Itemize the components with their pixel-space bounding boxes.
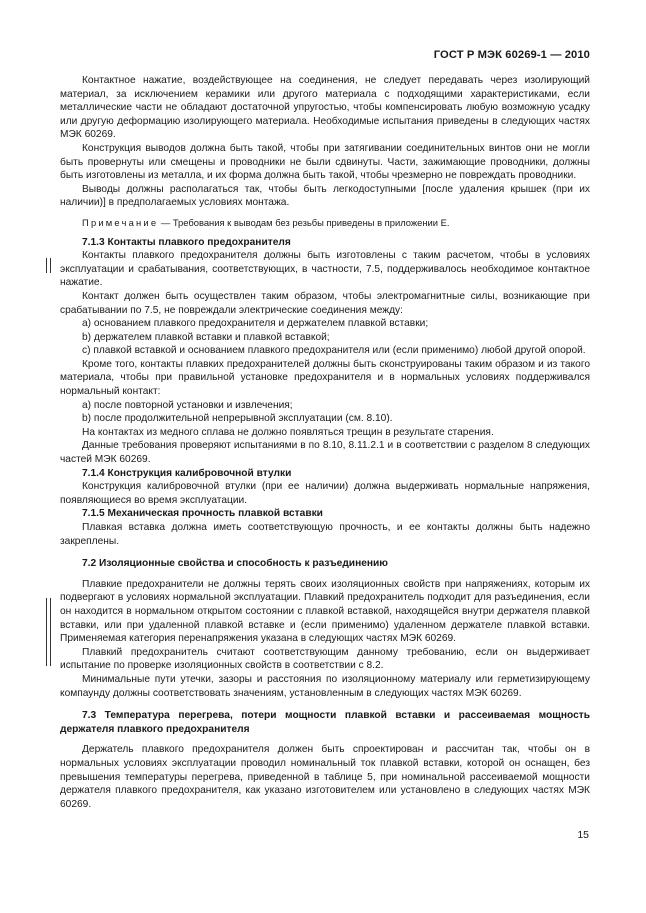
paragraph: Контакты плавкого предохранителя должны быть изготовлены с таким расчетом, чтобы в условиях эксплуатации и срабатывания, соответствующих, в частности, 7.5, поддерживалось необходимое контактное нажатие.: [60, 250, 590, 289]
paragraph: Выводы должны располагаться так, чтобы быть легкодоступными [после удаления крышек (при их наличии)] в предполагаемых условиях монтажа.: [60, 183, 590, 209]
section-heading: 7.1.4 Конструкция калибровочной втулки: [82, 467, 292, 479]
list-item: a) основанием плавкого предохранителя и держателем плавкой вставки;: [82, 318, 429, 330]
paragraph: Плавкие предохранители не должны терять своих изоляционных свойств при напряжениях, которым их подвергают в условиях нормальной эксплуатации. Плавкий предохранитель подходит для разъединения, если он находится в нормальном открытом состоянии с плавкой вставкой, находящейся внутри держателя плавкой вставки, или при удаленной плавкой вставке и (если применимо) удаленном держателе плавкой вставки. Применяемая категория перенапряжения указана в следующих частях МЭК 60269.: [60, 578, 590, 645]
change-bar-section: [50, 598, 51, 666]
list-item: c) плавкой вставкой и основанием плавкого предохранителя или (если применимо) любой другой опорой.: [82, 345, 586, 357]
note: [60, 216, 590, 230]
change-bar-note: [46, 258, 47, 273]
paragraph: Контакт должен быть осуществлен таким образом, чтобы электромагнитные силы, возникающие при срабатывании по 7.5, не повреждали электрические соединения между:: [60, 290, 590, 316]
paragraph: Плавкий предохранитель считают соответствующим данному требованию, если он выдерживает испытание по проверке изоляционных свойств в соответствии с 8.2.: [60, 646, 590, 672]
paragraph: Конструкция выводов должна быть такой, чтобы при затягивании соединительных винтов они не могли быть провернуты или смещены и проводники не были сдвинуты. Части, зажимающие проводники, должны быть изготовлены из металла, и их форма должна быть такой, чтобы чрезмерно не повреждать проводники.: [60, 142, 590, 182]
paragraph: На контактах из медного сплава не должно появляться трещин в результате старения.: [82, 426, 494, 438]
note-label: Примечание: [82, 216, 159, 228]
paragraph: Минимальные пути утечки, зазоры и расстояния по изоляционному материалу или герметизирующему компаунду должны соответствовать значениям, установленным в следующих частях МЭК 60269.: [60, 673, 590, 699]
page-number: 15: [577, 829, 589, 841]
document-header: ГОСТ Р МЭК 60269-1 — 2010: [433, 49, 590, 61]
list-item: b) после продолжительной непрерывной эксплуатации (см. 8.10).: [82, 413, 393, 425]
note-text: Требования к выводам без резьбы приведены в приложении Е.: [172, 216, 450, 228]
paragraph: Плавкая вставка должна иметь соответствующую прочность, и ее контакты должны быть надежно закреплены.: [60, 522, 590, 547]
note-dash: —: [158, 216, 173, 228]
list-item: a) после повторной установки и извлечения;: [82, 399, 293, 411]
paragraph: Конструкция калибровочной втулки (при ее наличии) должна выдерживать нормальные напряжения, появляющиеся во время эксплуатации.: [60, 481, 590, 506]
paragraph: Кроме того, контакты плавких предохранителей должны быть сконструированы таким образом и из такого материала, чтобы при правильной установке предохранителя и в нормальных условиях поддерживался нормальный контакт:: [60, 358, 590, 398]
change-bar-section: [46, 598, 47, 666]
paragraph: Держатель плавкого предохранителя должен быть спроектирован и рассчитан так, чтобы он в нормальных условиях эксплуатации проводил номинальный ток плавкой вставки, которой он оснащен, без превышения температуры перегрева, приведенной в таблице 5, при номинальной рассеиваемой мощности держателя плавкого предохранителя, как указано изготовителем или установлено в следующих частях МЭК 60269.: [60, 744, 590, 810]
document-body: [60, 74, 590, 811]
list-item: b) держателем плавкой вставки и плавкой вставкой;: [82, 331, 330, 343]
change-bar-note: [50, 258, 51, 273]
section-heading: 7.1.3 Контакты плавкого предохранителя: [82, 236, 291, 248]
paragraph: Данные требования проверяют испытаниями в по 8.10, 8.11.2.1 и в соответствии с разделом 8 следующих частей МЭК 60269.: [60, 440, 590, 466]
section-heading: 7.3 Температура перегрева, потери мощности плавкой вставки и рассеиваемая мощность держателя плавкого предохранителя: [60, 710, 590, 735]
paragraph: Контактное нажатие, воздействующее на соединения, не следует передавать через изолирующий материал, за исключением керамики или другого материала с подходящими характеристиками, если металлические части не обладают достаточной упругостью, чтобы компенсировать любую возможную усадку или другую деформацию изолирующего материала. Необходимые испытания приведены в следующих частях МЭК 60269.: [60, 75, 590, 141]
section-heading: 7.1.5 Механическая прочность плавкой вставки: [82, 508, 323, 520]
section-heading: 7.2 Изоляционные свойства и способность к разъединению: [82, 558, 389, 570]
